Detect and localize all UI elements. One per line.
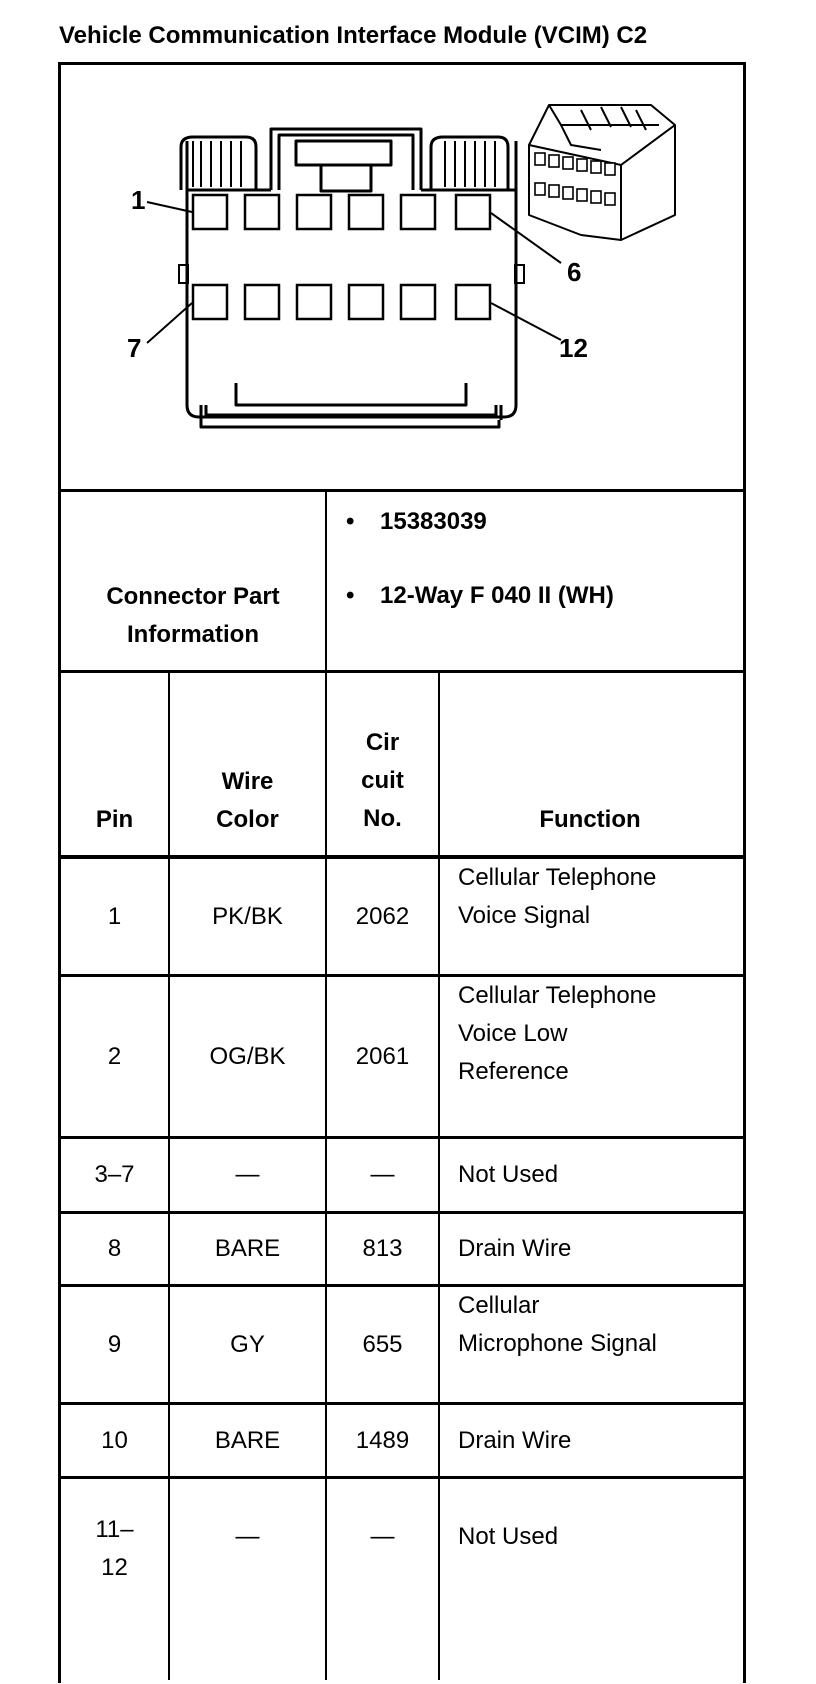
pin-cavity: [193, 195, 227, 229]
table-row-pin: 3–7: [94, 1161, 135, 1188]
pin-callout-7: 7: [127, 333, 142, 363]
table-row-pin: 1: [107, 902, 122, 930]
table-row-pin: 9: [107, 1330, 122, 1358]
rule: [325, 490, 327, 672]
function-line: Reference: [458, 1058, 569, 1085]
table-row-function: Not Used: [458, 1522, 559, 1550]
header-circuit-no: [327, 722, 438, 840]
table-row-circuit: 813: [362, 1235, 403, 1262]
function-line: Cellular Telephone: [458, 864, 657, 891]
function-line: Cellular Telephone: [458, 982, 657, 1009]
header-circuit-line: No.: [363, 805, 402, 832]
pin-cavity: [349, 195, 383, 229]
pin-cavity: [401, 285, 435, 319]
connector-description: [346, 578, 614, 614]
table-row-function: [440, 977, 740, 1136]
pin-cavity: [193, 285, 227, 319]
table-row-function: [440, 859, 740, 974]
table-row-pin: 10: [101, 1426, 128, 1454]
table-row-circuit: 655: [362, 1330, 403, 1358]
table-row-wire-color: BARE: [214, 1426, 281, 1454]
table-row-function: Drain Wire: [458, 1235, 572, 1262]
header-circuit-line: cuit: [361, 767, 404, 794]
header-pin: Pin: [95, 806, 134, 833]
connector-info-label: [61, 578, 325, 654]
pin-cavity: [456, 195, 490, 229]
pin-callout-6: 6: [567, 257, 582, 287]
table-row-wire-color: PK/BK: [212, 902, 283, 930]
connector-diagram: [61, 65, 740, 490]
function-line: Voice Signal: [458, 902, 591, 929]
table-row-function: Drain Wire: [458, 1426, 572, 1454]
rule: [58, 489, 743, 492]
connector-info-label-line: Information: [127, 621, 259, 648]
header-wire-color-line: Wire: [221, 768, 274, 795]
pin-cavity: [245, 285, 279, 319]
pin-cavity: [297, 195, 331, 229]
table-row-wire-color: —: [235, 1522, 260, 1550]
table-row-circuit: 2061: [355, 1042, 410, 1070]
function-line: Cellular: [458, 1292, 540, 1319]
bullet-icon: •: [346, 508, 355, 535]
table-row-pin: [61, 1479, 168, 1619]
connector-description-value: 12-Way F 040 II (WH): [380, 582, 614, 609]
pin-cavity: [456, 285, 490, 319]
table-row-wire-color: BARE: [214, 1235, 281, 1262]
pin-line: 12: [101, 1554, 128, 1581]
table-row-wire-color: GY: [230, 1330, 265, 1358]
page-title: Vehicle Communication Interface Module (VCIM) C2: [59, 22, 648, 49]
table-row-function: [440, 1287, 740, 1402]
pin-callout-1: 1: [131, 185, 146, 215]
connector-part-number-value: 15383039: [380, 508, 487, 535]
table-row-circuit: 2062: [355, 902, 410, 930]
header-function: Function: [539, 806, 641, 833]
table-row-circuit: —: [370, 1161, 395, 1188]
pin-line: 11–: [95, 1516, 134, 1543]
connector-info-label-line: Connector Part: [106, 583, 280, 610]
table-row-pin: 8: [107, 1235, 122, 1262]
pin-cavity: [297, 285, 331, 319]
header-wire-color-line: Color: [216, 806, 279, 833]
table-row-circuit: —: [370, 1522, 395, 1550]
header-wire-color: [170, 762, 325, 840]
pin-cavity: [245, 195, 279, 229]
function-line: Voice Low: [458, 1020, 568, 1047]
pin-callout-12: 12: [559, 333, 588, 363]
table-row-wire-color: OG/BK: [209, 1042, 286, 1070]
header-circuit-line: Cir: [365, 729, 400, 756]
table-row-wire-color: —: [235, 1161, 260, 1188]
bullet-icon: •: [346, 582, 355, 609]
table-row-circuit: 1489: [355, 1426, 410, 1454]
rule: [58, 670, 743, 673]
connector-part-number: [346, 504, 487, 540]
function-line: Microphone Signal: [458, 1330, 657, 1357]
table-row-function: Not Used: [458, 1161, 559, 1188]
pin-cavity: [401, 195, 435, 229]
pin-cavity: [349, 285, 383, 319]
table-row-pin: 2: [107, 1042, 122, 1070]
